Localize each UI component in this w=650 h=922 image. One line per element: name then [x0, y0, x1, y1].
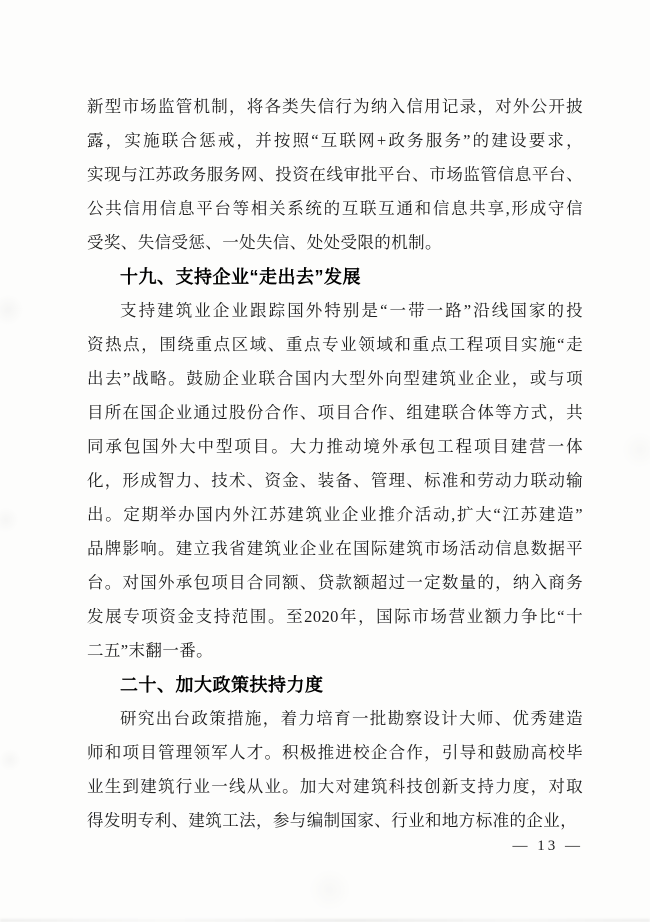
paragraph	[87, 90, 583, 260]
text-line: 品牌影响。建立我省建筑业企业在国际建筑市场活动信息数据平	[87, 539, 583, 558]
text-line: 二五”末翻一番。	[87, 641, 214, 660]
text-line: 支持建筑业企业跟踪国外特别是“一带一路”沿线国家的投	[120, 301, 583, 320]
text-line: 出去”战略。鼓励企业联合国内大型外向型建筑业企业，或与项	[87, 369, 583, 388]
text-line: 公共信用信息平台等相关系统的互联互通和信息共享,形成守信	[87, 199, 583, 218]
text-line: 出。定期举办国内外江苏建筑业企业推介活动,扩大“江苏建造”	[87, 505, 583, 524]
text-line: 露，实施联合惩戒，并按照“互联网+政务服务”的建设要求，	[87, 131, 583, 150]
section-heading: 十九、支持企业“走出去”发展	[120, 267, 361, 287]
paragraph	[87, 702, 583, 838]
text-line: 新型市场监管机制，将各类失信行为纳入信用记录，对外公开披	[87, 97, 583, 116]
text-line: 发展专项资金支持范围。至2020年，国际市场营业额力争比“十	[87, 607, 583, 626]
text-line: 师和项目管理领军人才。积极推进校企合作，引导和鼓励高校毕	[87, 743, 583, 762]
paragraph	[87, 294, 583, 668]
text-line: 台。对国外承包项目合同额、贷款额超过一定数量的，纳入商务	[87, 573, 583, 592]
text-line: 研究出台政策措施，着力培育一批勘察设计大师、优秀建造	[120, 709, 583, 728]
text-line: 目所在国企业通过股份合作、项目合作、组建联合体等方式，共	[87, 403, 583, 422]
text-line: 资热点，围绕重点区域、重点专业领域和重点工程项目实施“走	[87, 335, 583, 354]
document-content	[87, 90, 583, 838]
text-line: 实现与江苏政务服务网、投资在线审批平台、市场监管信息平台、	[87, 165, 583, 184]
text-line: 得发明专利、建筑工法，参与编制国家、行业和地方标准的企业，	[87, 811, 578, 830]
text-line: 同承包国外大中型项目。大力推动境外承包工程项目建营一体	[87, 437, 583, 456]
section-heading: 二十、加大政策扶持力度	[120, 675, 324, 695]
text-line: 受奖、失信受惩、一处失信、处处受限的机制。	[87, 233, 442, 252]
text-line: 业生到建筑行业一线从业。加大对建筑科技创新支持力度，对取	[87, 777, 583, 796]
text-line: 化，形成智力、技术、资金、装备、管理、标准和劳动力联动输	[87, 471, 583, 490]
page-number: — 13 —	[512, 838, 583, 854]
